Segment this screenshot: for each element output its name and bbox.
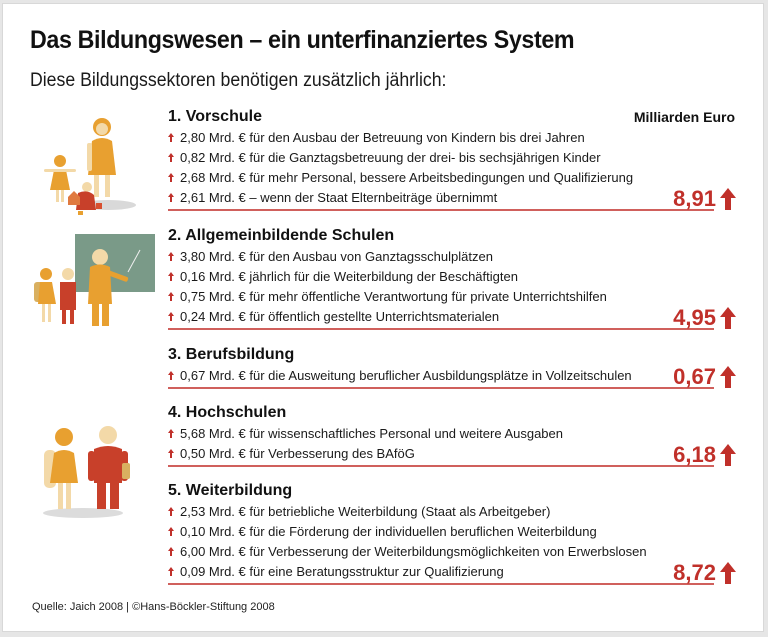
list-item: 2,61 Mrd. € – wenn der Staat Elternbeiträge übernimmt [168, 188, 736, 208]
list-item: 0,24 Mrd. € für öffentlich gestellte Unterrichtsmaterialen [168, 307, 736, 327]
section-vorschule [168, 106, 736, 214]
section-title: 3. Berufsbildung [168, 346, 295, 363]
divider [168, 465, 714, 467]
list-item: 0,50 Mrd. € für Verbesserung des BAföG [168, 444, 736, 464]
section-title: 1. Vorschule [168, 108, 262, 125]
up-arrow-icon [168, 193, 174, 203]
list-item: 0,75 Mrd. € für mehr öffentliche Verantwortung für private Unterrichtshilfen [168, 287, 736, 307]
list-item: 2,80 Mrd. € für den Ausbau der Betreuung von Kindern bis drei Jahren [168, 128, 736, 148]
up-arrow-icon [168, 173, 174, 183]
up-arrow-icon [168, 153, 174, 163]
list-item: 0,67 Mrd. € für die Ausweitung beruflicher Ausbildungsplätze in Vollzeitschulen [168, 366, 736, 386]
school-teacher-icon [30, 232, 160, 332]
list-item: 2,53 Mrd. € für betriebliche Weiterbildung (Staat als Arbeitgeber) [168, 502, 736, 522]
section-allgemeinbildende-schulen [168, 225, 736, 333]
up-arrow-icon [168, 567, 174, 577]
up-arrow-icon [168, 547, 174, 557]
big-up-arrow-icon [720, 188, 736, 210]
up-arrow-icon [168, 449, 174, 459]
divider [168, 209, 714, 211]
list-item: 0,82 Mrd. € für die Ganztagsbetreuung der drei- bis sechsjährigen Kinder [168, 148, 736, 168]
big-up-arrow-icon [720, 444, 736, 466]
divider [168, 583, 714, 585]
up-arrow-icon [168, 429, 174, 439]
divider [168, 328, 714, 330]
list-item: 0,09 Mrd. € für eine Beratungsstruktur zur Qualifizierung [168, 562, 736, 582]
section-total: 8,91 [673, 186, 736, 212]
section-total: 0,67 [673, 364, 736, 390]
section-hochschulen [168, 402, 736, 466]
list-item: 5,68 Mrd. € für wissenschaftliches Personal und weitere Ausgaben [168, 424, 736, 444]
big-up-arrow-icon [720, 366, 736, 388]
list-item: 3,80 Mrd. € für den Ausbau von Ganztagsschulplätzen [168, 247, 736, 267]
list-item: 0,16 Mrd. € jährlich für die Weiterbildung der Beschäftigten [168, 267, 736, 287]
big-up-arrow-icon [720, 307, 736, 329]
unit-label: Milliarden Euro [633, 109, 735, 125]
up-arrow-icon [168, 312, 174, 322]
up-arrow-icon [168, 527, 174, 537]
up-arrow-icon [168, 252, 174, 262]
divider [168, 387, 714, 389]
page-title: Das Bildungswesen – ein unterfinanziertes System [30, 26, 575, 54]
up-arrow-icon [168, 507, 174, 517]
section-title: 2. Allgemeinbildende Schulen [168, 227, 395, 244]
list-item: 6,00 Mrd. € für Verbesserung der Weiterbildungsmöglichkeiten von Erwerbslosen [168, 542, 736, 562]
section-total: 8,72 [673, 560, 736, 586]
list-item: 0,10 Mrd. € für die Förderung der individuellen beruflichen Weiterbildung [168, 522, 736, 542]
section-title: 5. Weiterbildung [168, 482, 293, 499]
section-total: 4,95 [673, 305, 736, 331]
preschool-figures-icon [30, 115, 140, 215]
source-note: Quelle: Jaich 2008 | ©Hans-Böckler-Stiftung 2008 [32, 601, 275, 613]
page-subtitle: Diese Bildungssektoren benötigen zusätzlich jährlich: [30, 70, 447, 91]
big-up-arrow-icon [720, 562, 736, 584]
section-weiterbildung [168, 480, 736, 584]
up-arrow-icon [168, 272, 174, 282]
list-item: 2,68 Mrd. € für mehr Personal, bessere Arbeitsbedingungen und Qualifizierung [168, 168, 736, 188]
up-arrow-icon [168, 292, 174, 302]
section-berufsbildung [168, 344, 736, 388]
section-title: 4. Hochschulen [168, 404, 287, 421]
students-icon [38, 425, 138, 520]
section-total: 6,18 [673, 442, 736, 468]
up-arrow-icon [168, 371, 174, 381]
up-arrow-icon [168, 133, 174, 143]
